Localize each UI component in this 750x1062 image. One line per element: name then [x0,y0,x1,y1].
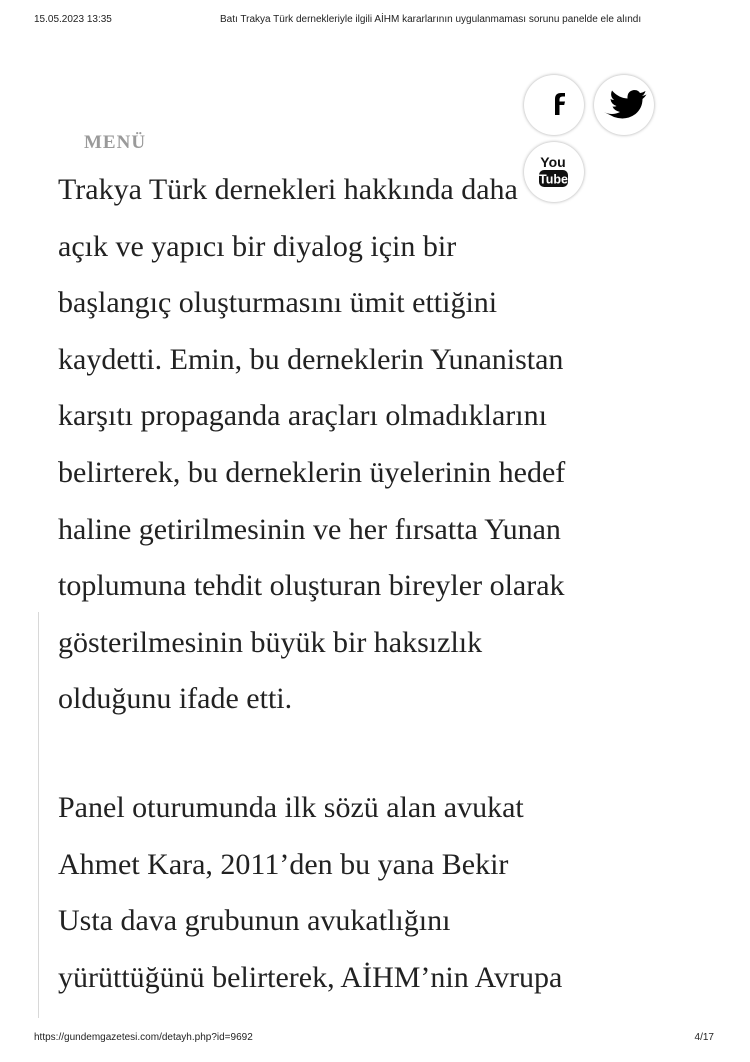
left-divider [38,612,39,1018]
menu-button[interactable]: MENÜ [80,130,150,156]
article-body [58,162,738,1006]
twitter-link[interactable] [594,75,654,135]
facebook-icon [524,75,584,135]
youtube-you-text: You [540,154,566,170]
print-page-number: 4/17 [694,1032,714,1043]
print-page-title: Batı Trakya Türk dernekleriyle ilgili AİHM kararlarının uygulanmaması sorunu panelde ele alındı [220,14,642,25]
twitter-icon [594,75,654,135]
article-paragraph: Panel oturumunda ilk sözü alan avukat Ahmet Kara, 2011’den bu yana Bekir Usta dava grubunun avukatlığını yürüttüğünü belirterek, AİHM’nin Avrupa [58,790,563,994]
article-paragraph: Trakya Türk dernekleri hakkında daha açık ve yapıcı bir diyalog için bir başlangıç oluşturmasını ümit ettiğini kaydetti. Emin, bu derneklerin Yunanistan karşıtı propaganda araçları olmadıklarını belirterek, bu derneklerin üyelerinin hedef haline getirilmesinin ve her fırsatta Yunan toplumuna tehdit oluşturan bireyler olarak gösterilmesinin büyük bir haksızlık olduğunu ifade etti. [58,173,566,716]
youtube-icon [524,142,584,202]
facebook-link[interactable] [524,75,584,135]
print-url: https://gundemgazetesi.com/detayh.php?id=9692 [34,1032,253,1043]
youtube-link[interactable] [524,142,584,202]
print-datetime: 15.05.2023 13:35 [34,14,112,25]
article-viewport [0,160,750,1020]
youtube-tube-text: Tube [539,172,568,187]
